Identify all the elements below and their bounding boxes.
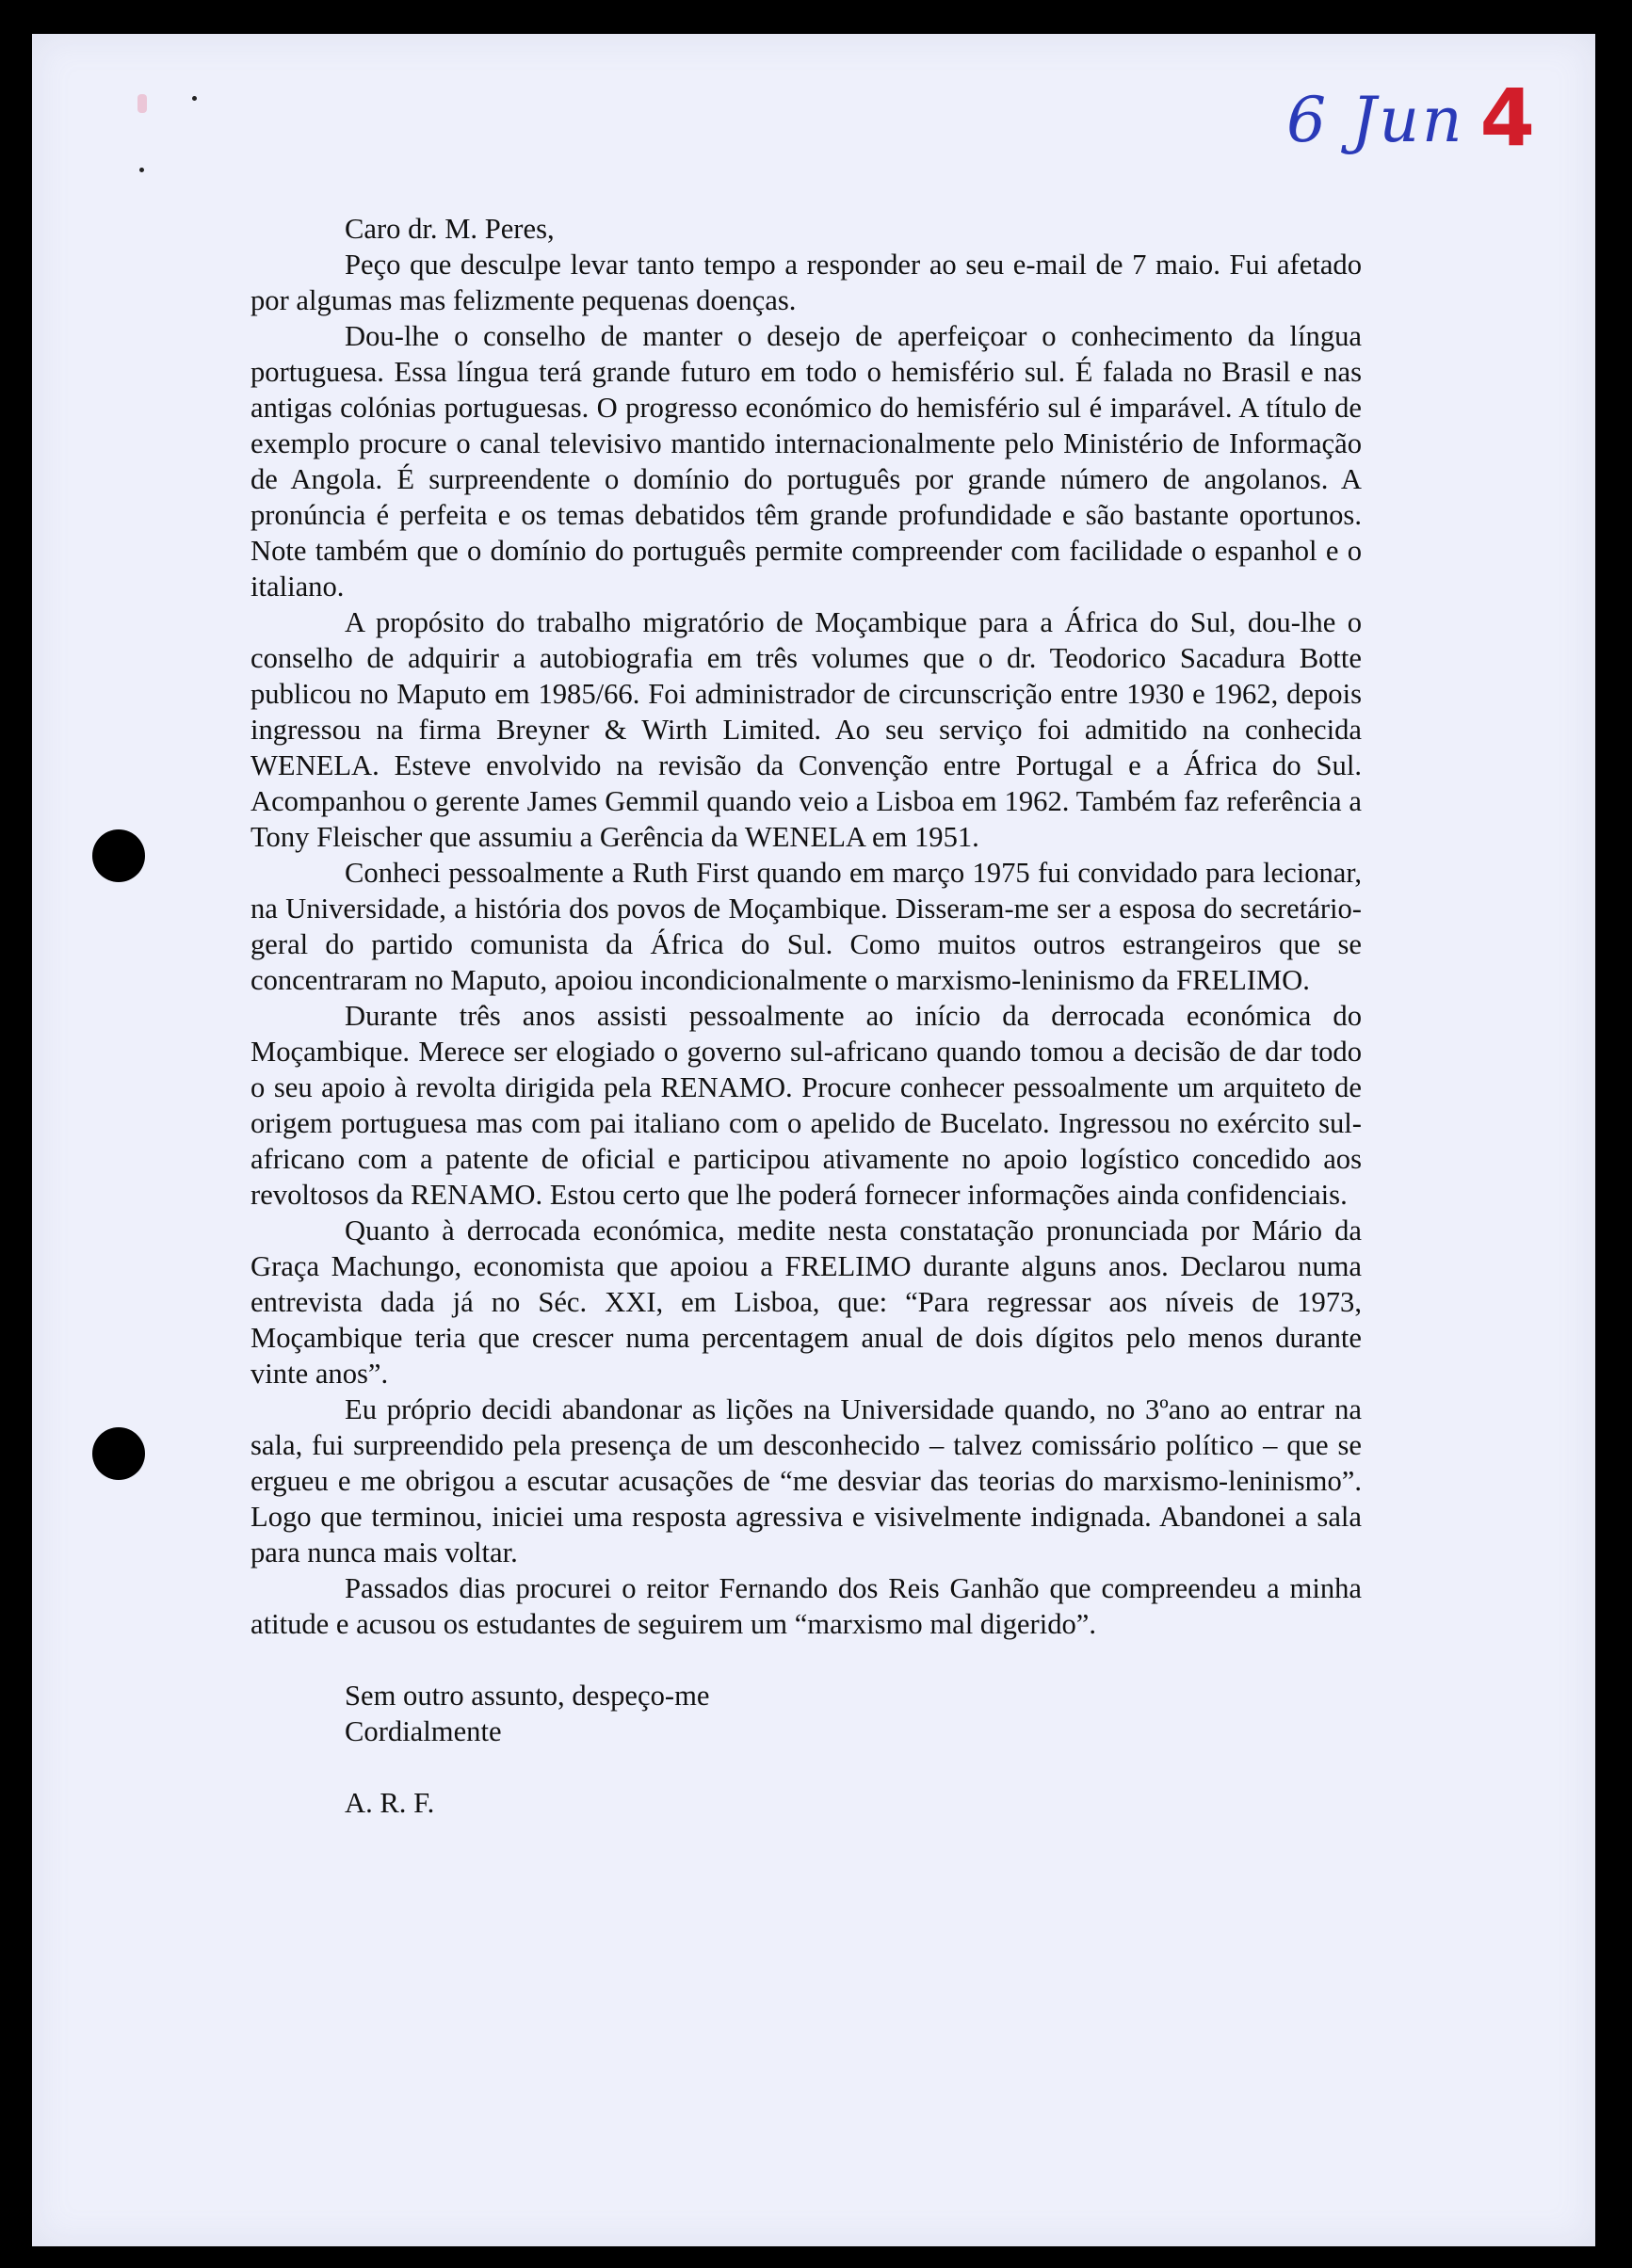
handwritten-date: 6 Jun (1286, 84, 1465, 156)
paragraph: Durante três anos assisti pessoalmente ao início da derrocada económica do Moçambique. Merece ser elogiado o governo sul-africano quando tomou a decisão de dar todo o seu apoio à revolta dirigida pela RENAMO. Procure conhecer pessoalmente um arquiteto de origem portuguesa mas com pai italiano com o apelido de Bucelato. Ingressou no exército sul-africano com a patente de oficial e participou ativamente no apoio logístico concedido aos revoltosos da RENAMO. Estou certo que lhe poderá fornecer informações ainda confidenciais. (250, 1000, 1362, 1211)
paragraph: Passados dias procurei o reitor Fernando dos Reis Ganhão que compreendeu a minha atitude e acusou os estudantes de seguirem um “marxismo mal digerido”. (250, 1572, 1362, 1640)
letter-body (250, 211, 1362, 1821)
paragraph: Eu próprio decidi abandonar as lições na Universidade quando, no 3ºano ao entrar na sala, fui surpreendido pela presença de um desconhecido – talvez comissário político – que se ergueu e me obrigou a escutar acusações de “me desviar das teorias do marxismo-leninismo”. Logo que terminou, iniciei uma resposta agressiva e visivelmente indignada. Abandonei a sala para nunca mais voltar. (250, 1393, 1362, 1568)
handwritten-annotation (1286, 72, 1535, 164)
ink-smudge (137, 94, 147, 113)
paragraph: Peço que desculpe levar tanto tempo a responder ao seu e-mail de 7 maio. Fui afetado por algumas mas felizmente pequenas doenças. (250, 249, 1362, 316)
dust-speck (139, 168, 144, 172)
paragraph: Quanto à derrocada económica, medite nesta constatação pronunciada por Mário da Graça Machungo, economista que apoiou a FRELIMO durante alguns anos. Declarou numa entrevista dada já no Séc. XXI, em Lisboa, que: “Para regressar aos níveis de 1973, Moçambique teria que crescer numa percentagem anual de dois dígitos pelo menos durante vinte anos”. (250, 1214, 1362, 1390)
signature-initials: A. R. F. (345, 1787, 435, 1819)
handwritten-page-number: 4 (1479, 72, 1535, 164)
dust-speck (192, 96, 197, 101)
paragraph: A propósito do trabalho migratório de Moçambique para a África do Sul, dou-lhe o conselho de adquirir a autobiografia em três volumes que o dr. Teodorico Sacadura Botte publicou no Maputo em 1985/66. Foi administrador de circunscrição entre 1930 e 1962, depois ingressou na firma Breyner & Wirth Limited. Ao seu serviço foi admitido na conhecida WENELA. Esteve envolvido na revisão da Convenção entre Portugal e a África do Sul. Acompanhou o gerente James Gemmil quando veio a Lisboa em 1962. Também faz referência a Tony Fleischer que assumiu a Gerência da WENELA em 1951. (250, 606, 1362, 853)
paragraph: Dou-lhe o conselho de manter o desejo de aperfeiçoar o conhecimento da língua portuguesa. Essa língua terá grande futuro em todo o hemisfério sul. É falada no Brasil e nas antigas colónias portuguesas. O progresso económico do hemisfério sul é imparável. A título de exemplo procure o canal televisivo mantido internacionalmente pelo Ministério de Informação de Angola. É surpreendente o domínio do português por grande número de angolanos. A pronúncia é perfeita e os temas debatidos têm grande profundidade e são bastante oportunos. Note também que o domínio do português permite compreender com facilidade o espanhol e o italiano. (250, 320, 1362, 603)
closing-line: Sem outro assunto, despeço-me (345, 1680, 710, 1712)
punch-hole-bottom (92, 1427, 145, 1480)
paragraph: Conheci pessoalmente a Ruth First quando em março 1975 fui convidado para lecionar, na Universidade, a história dos povos de Moçambique. Disseram-me ser a esposa do secretário-geral do partido comunista da África do Sul. Como muitos outros estrangeiros que se concentraram no Maputo, apoiou incondicionalmente o marxismo-leninismo da FRELIMO. (250, 857, 1362, 996)
salutation: Caro dr. M. Peres, (345, 213, 555, 245)
document-page (32, 34, 1595, 2246)
valediction: Cordialmente (345, 1715, 502, 1747)
punch-hole-top (92, 829, 145, 882)
